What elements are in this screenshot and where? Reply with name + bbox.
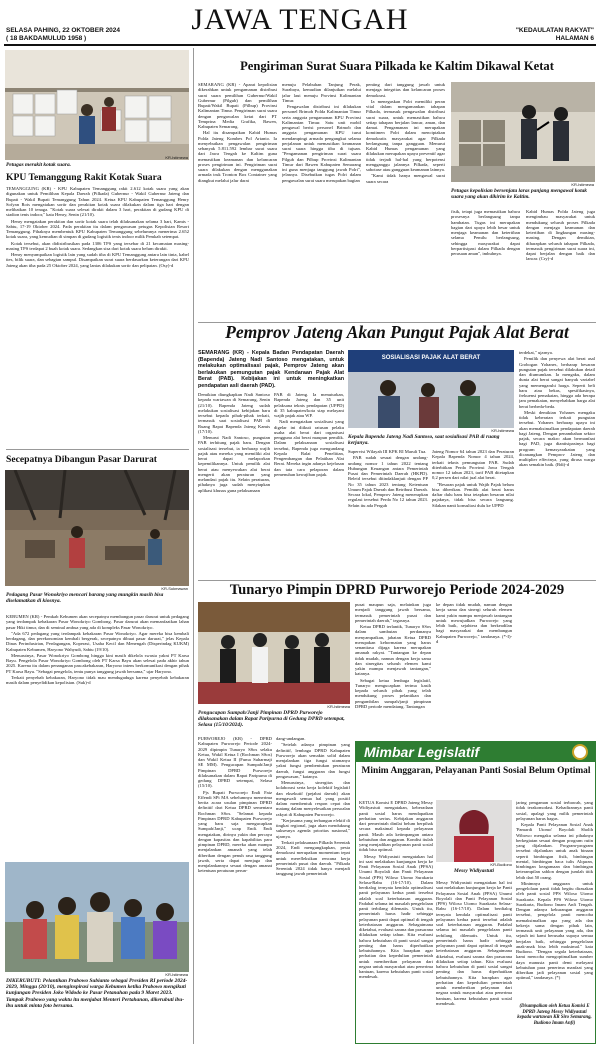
pasar-photo [5,470,189,586]
pajak-paragraph: Pemilik dan penyewa alat berat asal Grobogan Yohanes, berharap besaran pungutan pajak tersebut dilakukan detail dan diumumkan. Ia mengaku, dalam dunia alat berat sangat banyak variabel yang memengaruhi harga. Seperti beli baru atau bekas, spesifikasinya, frekuensi pemakaian, hingga ada berapa jam pemakaian, menyebabkan harga alat berat berbeda-beda. [519,356,595,409]
kaltim-photo [451,82,595,182]
pajak-paragraph: terdekat," ujarnya. [519,350,553,355]
date-line: SELASA PAHING, 22 OKTOBER 2024 [6,27,121,34]
kaltim-col-2 [282,82,361,318]
pajak-lead [198,350,344,390]
tunaryo-paragraph: PURWOREJO (KR) - DPRD Kabupaten Purworejo Periode 2024-2029 dipimpin Tunaryo SSos selaku Ketua, Wakil Ketua I (Rochman SSos) dan Wakil Ketua II (Fuma Suharmaji SE MM). Pengucapan Sumpah/Janji Pimpinan DPRD Purworejo dilaksanakan dalam Rapat Paripurna di gedung DPRD setempat, Selasa (15/10). [198,736,272,789]
kaltim-col-5 [526,209,595,319]
mimbar-paragraph: Minimnya anggaran untuk pengelolaan panti tidak begitu dirasakan oleh panti sosial PPS Wiloso Utomo Surakarta. Kepala PPS Wiloso Utomo Surakarta, Budiono Imam Anfi Tengah. Dengan adanya kekurangan anggaran tersebut, pengelola panti mencoba memaksimalkan apa yang ada dan bekerja sama dengan pihak lain, termasuk unit pelayanan yang ada, dan sejauh ini kami berusaha supaya semua berjalan baik, sehingga pengelolaan anak-anak bisa lebih maksimal." kata Budiono. "Dengan segala keterbatasan, kami mencoba mengoptimalkan sumber daya manusia panti demi melayani kebutuhan para penerima manfaat yang diberikan jadi pelayanan sosial yang optimal," tandasnya. (*) [516,880,593,981]
tunaryo-paragraph: "Setelah adanya pimpinan yang definitif, lembaga DPRD Kabupaten Purworejo akan semakin solid dalam menjalankan tiga fungsi utamanya yakni fungsi pembentukan peraturan daerah, fungsi anggaran dan fungsi pengawasan," katanya. [276,742,350,779]
tunaryo-paragraph: dang-undangan. [276,736,306,741]
page-number: HALAMAN 6 [555,35,594,42]
mimbar-paragraph: KETUA Komisi E DPRD Jateng Messy Widiyastuti mengatakan, keberadaan panti sosial harus mendapatkan perhatian serius. Kebijakan anggaran dari pemerintah dinilai belum berpihak secara maksimal kepada pelayanan panti. Masih ada ketimpangan antara kebutuhan dan anggaran. Kondisi itulah yang menjadikan pelayanan panti sosial tidak bisa optimal. [359,800,433,853]
pajak-col-4 [432,449,514,578]
kaltim-paragraph: menuju Pelabuhan Tanjung Perak, Surabaya, kemudian dilanjutkan melalui jalur laut menuju Provinsi Kalimantan Timur. [282,82,361,103]
prabowo-photo [5,862,189,972]
pajak-col-2 [274,392,344,578]
prabowo-photo-credit: KR-Istimewa [165,972,188,977]
kaltim-paragraph: SEMARANG (KR) - Aparat kepolisian dikerahkan untuk pengamanan distribusi surat suara pemilihan Gubernur/Wakil Gubernur (Pilgub) dan pemilihan Bupati/Wakil Bupati (Pilbup) Provinsi Kalimantan Timur. Pengiriman surat suara dengan pengawalan ketat dari PT Temprina Media Grafika, Bawen, Kabupaten Semarang. [198,82,277,129]
tunaryo-paragraph: Pjs Bupati Purworejo Endi Faiz Effendi SPi MA sebelumnya menerima berita acara usulan pimpinan DPRD definitif dari Ketua DPRD sementara Rochman SSos. "Selamat kepada Pimpinan DPRD Kabupaten Purworejo yang baru saja mengucapkan Sumpah/Janji," ucap Endi. Endi mengatakan, dirinya yakin dan percaya dengan kapasitas dan kapabilitas para pimpinan DPRD, mereka akan mampu menjalankan amanah yang telah diberikan dengan penuh rasa tanggung jawab, serta dapat menjaga dan menjalankannya sesuai dengan amanat ketentuan peraturan perun- [198,789,272,874]
pajak-paragraph: Demikian diungkapkan Nadi Santoso kepada wartawan di Semarang, Senin (21/10). Bapenda Jateng sudah melakukan sosialisasi kebijakan baru tersebut kepada pihak-pihak terkait, termasuk saat sosialisasi PAB di Ruang Rapat Bapenda Jateng Kamis (17/10). [198,392,270,434]
pasar-paragraph: Terkait penyebab kebakaran, Haryono tidak mau mendugaduga karena penyebab kebakaran masih dalam penyelidikan kepolisian. (Suk)-d [6,674,189,685]
pajak-paragraph: Menurut Nadi Santoso, pungutan PAB terhitung pajak baru. Dengan sosialisasi tersebut, ia berharap wajib pajak atau mereka yang memiliki alat berat dapat melaporkan kepemilikannya. Untuk pemilik alat berat atau menyewakan alat berat mengerti akan peraturan yang melandasi pajak itu. Selain peraturan, pihaknya juga sudah menyiapkan aplikasi khusus guna pelaksanaan [198,435,270,493]
kpu-photo-caption: Petugas merakit kotak suara. [6,162,71,168]
mimbar-paragraph: jaring pengaman sosial terbawah, yang tidak terakomodasi. Kehadirannya panti sosial, apalagi yang milik pemerintah pelayanan harus bagus. [516,800,593,821]
pajak-col-1 [198,392,270,578]
mimbar-col-middle [436,880,512,1040]
mimbar-paragraph: Messy Widiyastuti mengatakan hal ini saat melakukan kunjungan kerja ke Panti Pelayanan Sosial Anak (PPSA) Unumi Boyolali dan Panti Pelayanan Sosial (PPS) Wiloso Utomo Surakarta Selasa-Rabu (16-17/10). Dalam berdialog ternyata kendala optimalisasi panti pelayanan kedua panti tersebut adalah soal keterbatasan anggaran. Padahal selama ini masalah pengelolaan panti terbilang dilematis. Untuk itu, pemerintah harus hadir sehingga pelayanan panti dapat optimal di tengah keterbatasan anggaran. Sebagaimana diketahui, evaluasi sarana dan prasarana dilakukan setiap tahun. Kita evaluasi bahwa kebutuhan di panti sosial sangat penting dan harus diperhatikan kebutuhannya. Kita harapkan agar perhatian dan kepedulian pemerintah untuk memberikan pelayanan dari negara untuk masyarakat atau penerima bantuan, karena kebutuhan panti sosial mendesak. [359,853,433,980]
pasar-paragraph: Menurutnya, Pasar Wonokriyo Gombong hingga kini masih dikelola swasta yakni PT Karsa Bayu. Pengelola Pasar Wonokriyo Gombong oleh PT Karsa Bayu akan selesai pada akhir tahun 2025. Karena itu dalam penanganan pascakebakaran, Haryono intens berkomunikasi dengan pihak PT Karsa Bayu. "Sebagai pengelola, tentu punya tanggung jawab bersama," ujar Haryono. [6,652,189,674]
mimbar-paragraph: Kepala Panti Pelayanan Sosial Anak 'Pamardi Utomo' Boyolali Sholih Wibowo mengaku selama ini pihaknya berkegiatan sesuai dengan program rutin yang dijalankan. Program-program tersebut dijalankan untuk anak binaan seperti bimbingan fisik, bimbingan mental, bimbingan baca tulis Alquran, bimbingan keagamaan dan bimbingan keterampilan sablon dengan jumlah titik lebih dari 50 orang. [516,822,593,880]
pajak-col-5 [519,350,595,578]
paper-title: JAWA TENGAH [191,3,409,36]
javanese-date-line: ( 18 BAKDAMULUD 1958 ) [6,35,87,42]
tagline-block [516,27,594,43]
pajak-paragraph: PAB di Jateng. Ia menuturkan, Bapenda Jateng dan 35 unit pelaksana teknis pendapatan (UPPD) di 35 kabupaten/kota siap melayani wajib pajak atau WP. [274,392,344,418]
kpu-article [6,186,189,446]
tunaryo-paragraph: pusat maupun saja, melainkan juga menjadi tanggung jawab bersama, termasuk pemerintah pusat dan pemerintah daerah," tegasnya. [355,602,431,623]
kaltim-paragraph: Kabid Humas Polda Jateng juga mengimbau masyarakat untuk mendukung seluruh proses Pilkada dengan menjaga keamanan dan ketertiban di lingkungan masing-masing. Dengan demikian, diharapkan seluruh tahapan Pilkada, termasuk pengiriman surat suara ini, dapat berjalan dengan baik dan lancar. (Cry)-d [526,209,595,262]
kpu-paragraph: Kotak tersebut, akan didistribusikan pada 1306 TPS yang tersebar di 21 kecamatan masing-masing TPS terdapat 2 buah kotak suara. Sedangkan sisa dari kotak suara belum dirakit. [6,240,189,251]
pajak-paragraph: PAB sudah sesuai dengan undang-undang nomor 1 tahun 2022 tentang Hubungan Keuangan antara Pemerintah Pusat dan Pemerintah Daerah (HKPD). Beleid tersebut ditindaklanjuti dengan PP No 35 tahun 2023 tentang Ketentuan Umum Pajak Daerah dan Retribusi Daerah. Secara lokal, Pemprov Jateng menerapkan regulasi tersebut Perda No 12 tahun 2023. Selain itu ada Pergub [348,455,428,508]
tunaryo-paragraph: Sebagai ketua lembaga legislatif, Tunaryo mengucapkan terima kasih kepada seluruh pihak yang telah mendukung proses pelantikan dan pengambilan sumpah/janji pimpinan DPRD periode mendatang. Tantangan [355,677,431,709]
kpu-paragraph: TEMANGGUNG (KR) - KPU Kabupaten Temanggung rakit 2.612 kotak suara yang akan digunakan untuk Pemilihan Kepala Daerah (Pilkada) Gubernur - Wakil Gubernur Jateng dan Bupati - Wakil Bupati Temanggung Tahun 2024. Ketua KPU Kabupaten Temanggung Henry Sofyan Rois mengatakan sortir dan perakitan kotak suara dilakukan dalam tiga hari dengan melibatkan 10 tenaga. "Kotak suara selesai dirakit dalam 3 hari, perakitan di gudang KPU di stadion tenis indoor," kata Henry, Senin (21/10). [6,186,189,218]
kaltim-paragraph: "Kami tidak hanya mengawal surat suara secara [366,173,445,184]
kpu-photo-credit: KR-Istimewa [165,155,188,160]
tunaryo-col-4 [436,602,512,738]
seal-icon [572,744,588,760]
tunaryo-headline: Tunaryo Pimpin DPRD Purworejo Periode 2024-2029 [229,582,565,598]
kaltim-paragraph: Hal itu disampaikan Kabid Humas Polda Jateng Kombes Pol Artanto. Ia menyebutkan pengawalan pengiriman sebanyak 5.811.592 lembar surat suara dari Jawa Tengah ke Kaltim guna memastikan keamanan dan kelancaran proses pengiriman ini. Pengiriman surat suara dilakukan dengan menggunakan armada truk Tronton Box Container yang diangkut melalui jalur darat [198,130,277,183]
pajak-photo-credit: KR-Istimewa [491,428,514,433]
kaltim-photo-credit: KR-Istimewa [571,182,594,187]
kpu-paragraph: Henry mengatakan perakitan dan sortir kotak suara telah dilaksanakan selama 3 hari, Kamis - Sabtu, 17-19 Oktober 2024. Pada perakitan itu dalam pengawasan petugas Kepolisian Resort Temanggung. Pihaknya membentuk KPU Kabupaten Temanggung sebelumnya menerima 2.652 kotak suara, yang kemudian di simpan di gudang logistik tenis indoor milik Pemkab setempat. [6,218,189,240]
kaltim-paragraph: penting dari tanggung jawab untuk menjaga integritas dan kelancaran proses demokrasi. [366,82,445,98]
pajak-paragraph: Meski demikian Yohanes mengaku tidak keberatan terkait pungutan tersebut. Yohanes berharap upaya ini akan memaksimalkan pendapatan daerah bagi Jateng. Dengan penambahan sektor pajak, secara makro akan bermanfaat bagi PAD, juga diantisipasinya bagi program kemasyarakatan yang dicanangkan Pemprov Jateng dan multiplier effectnya, yang dirasa warga akan semakin baik. (Bdi)-d [519,409,595,468]
mimbar-banner-text: Mimbar Legislatif [364,744,480,760]
pasar-photo-caption: Pedagang Pasar Wonokriyo mencari barang yang mungkin masih bisa diselamatkan di kiosnya. [6,592,164,605]
mimbar-headline: Minim Anggaran, Pelayanan Panti Sosial Belum Optimal [361,766,591,776]
pajak-headline: Pemprov Jateng Akan Pungut Pajak Alat Berat [225,322,569,342]
messy-photo [436,800,512,862]
tunaryo-col-3 [355,602,431,738]
tunaryo-photo-credit: KR-Istimewa [327,704,350,709]
tunaryo-col-2 [276,736,350,1044]
tagline: "KEDAULATAN RAKYAT" [515,27,594,34]
date-block [6,27,120,43]
prabowo-photo-caption: DIKERUBUTI: Pelantikan Prabowo Subianto sebagai Presiden RI periode 2024-2029, Minggu (20/10), menginspirasi warga Kebumen ketika Prabowo mengikuti kunjungan Presiden Joko Widodo ke Pasar Petanahan pada 9 Maret 2023. Tampak Prabowo yang waktu itu menjabat Menteri Pertahanan, dikerubuti ibu-ibu untuk minta foto bersama. [6,978,188,1009]
kaltim-paragraph: fisik, tetapi juga memastikan bahwa prosesnya berlangsung tanpa hambatan. Tugas ini merupakan bagian dari upaya lebih besar untuk menjaga keamanan dan ketertiban selama Pemilu berlangsung, sehingga masyarakat dapat berpartisipasi dalam Pilkada dengan perasaan aman", imbuhnya. [451,209,520,256]
kaltim-col-3 [366,82,445,318]
mimbar-col-2 [516,800,593,1000]
pajak-photo-caption: Kepala Bapenda Jateng Nadi Santoso, saat sosialisasi PAB di ruang kerjanya. [348,434,500,447]
messy-photo-caption: Messy Widiyastuti [454,868,494,874]
pajak-photo [348,350,514,428]
tunaryo-paragraph: ke depan tidak mudah, namun dengan kerja sama dan sinergi seluruh elemen kami yakin mampu menjawab tantangan untuk mewujudkan Purworejo yang lebih baik, sejahtera dan berkeadilan bagi masyarakat dan membangun Kabupaten Purworejo," tandasnya. (*-I)-d [436,602,512,644]
pajak-paragraph: Jateng Nomor 64 tahun 2023 dan Peraturan Kepala Bapenda Nomor 4 tahun 2024, terkait teknis pemungutan PAB. Sudah diterbitkan Perda Provinsi Jawa Tengah nomor 12 tahun 2023, tarif PAB ditetapkan 0,2 persen dari nilai jual alat berat. [432,449,514,481]
kaltim-col-4 [451,209,520,319]
kaltim-headline: Pengiriman Surat Suara Pilkada ke Kaltim Dikawal Ketat [240,59,554,73]
pasar-photo-credit: KR-Sukmawan [161,586,188,591]
pajak-paragraph: Supervisi Wilayah III KPK RI Maruli Tua. [348,449,427,454]
tunaryo-paragraph: Terkait pelaksanaan Pilkada Serentak 2024, Endi mengungkapkan, pesta demokrasi merupakan momentum tepat untuk merefleksikan rencana kerja pemerintah pusat dan daerah. "Pilkada Serentak 2024 tidak hanya menjadi tanggung jawab pemerintah [276,839,350,877]
kpu-paragraph: Henry menyampaikan logistik lain yang sudah tiba di KPU Temanggung antara lain tinta, kabel ties, bilik suara, dan sebagian sampul. Disampaikan surat suara berdasarkan keterangan dari KPU Jateng akan tiba pada 25 Oktober 2024, yang lantas dilakukan sortir dan pelipatan. (Osy)-d [6,252,189,268]
tunaryo-photo [198,602,350,704]
masthead [0,0,600,44]
mimbar-banner [356,742,595,762]
masthead-rule [4,44,596,46]
tunaryo-paragraph: "Kerjasama yang terbangun efektif di tingkat regional, juga akan mendukung suksesnya agenda prioritas nasional," ujarnya. [276,817,350,839]
pajak-lead-text: SEMARANG (KR) - Kepala Badan Pendapatan Daerah (Bapenda) Jateng Nadi Santoso mengatakan, untuk melakukan optimalisasi pajak, Pemprov Jateng akan berlakukan pemungutan pajak Kendaraan Pajak Alat Berat (PAB). Kebijakan ini untuk meningkatkan pendapatan asli daerah (PAD). [198,350,344,389]
kaltim-photo-caption: Petugas kepolisian bersenjata laras panjang mengawal kotak suara yang akan dikirim ke Kaltim. [451,188,587,201]
mimbar-closing: (Disampaikan oleh Ketua Komisi E DPRD Jateng Messy Widiyastuti kepada wartawan KR Siro Semarang, Budiono Imam Anfi) [517,1004,592,1026]
pasar-paragraph: "Ada 672 pedagang yang terdampak kebakaran Pasar Wonokriyo. Agar mereka bisa kembali berdagang, dan perekonomian kembali bergerak, secepatnya dibuat pasar darurat," jelas Kepala Dinas Perindustrian, Perdagangan, Koperasi, Usaha Kecil dan Menengah (Disperindag KUKM) Kabupaten Kebumen, Haryono Wahyudi, Sabtu (19/10). [6,630,189,652]
pajak-paragraph: "Besaran pajak untuk Wajib Pajak belum bisa diberikan. Pemilik alat berat harus daftar dulu baru bisa tetapkan besaran nilai pajaknya, tidak bisa secara langsung. Silakan nanti konsultasi dulu ke UPPD [432,481,514,508]
mimbar-paragraph: Messy Widiyastuti mengatakan hal ini saat melakukan kunjungan kerja ke Panti Pelayanan Sosial Anak (PPSA) Unumi Boyolali dan Panti Pelayanan Sosial (PPS) Wiloso Utomo Surakarta Selasa-Rabu (16-17/10). Dalam berdialog ternyata kendala optimalisasi panti pelayanan kedua panti tersebut adalah soal keterbatasan anggaran. Padahal selama ini masalah pengelolaan panti terbilang dilematis. Untuk itu, pemerintah harus hadir sehingga pelayanan panti dapat optimal di tengah keterbatasan anggaran. Sebagaimana diketahui, evaluasi sarana dan prasarana dilakukan setiap tahun. Kita evaluasi bahwa kebutuhan di panti sosial sangat penting dan harus diperhatikan kebutuhannya. Kita harapkan agar perhatian dan kepedulian pemerintah untuk memberikan pelayanan dari negara untuk masyarakat atau penerima bantuan, karena kebutuhan panti sosial mendesak. [436,880,512,1006]
kpu-headline: KPU Temanggung Rakit Kotak Suara [6,172,162,183]
pasar-article [6,614,189,858]
pajak-col-3 [348,449,428,578]
divider [198,580,596,581]
tunaryo-photo-caption: Pengucapan Sumpah/Janji Pimpinan DPRD Purworejo dilaksanakan dalam Rapat Paripurna di Gedung DPRD setempat, Selasa (15/10/2024). [198,710,345,729]
tunaryo-paragraph: Menurutnya, sinergitas dan kolaborasi serta kerja kolektif legislatif dan eksekutif (pejabat daerah) akan mengawali semua hal yang positif dalam membentuk respon cepat dan matang dalam menyelesaikan persoalan rakyat di Kabupaten Purworejo. [276,780,350,817]
kaltim-col-1 [198,82,277,318]
divider [6,449,189,450]
tunaryo-paragraph: Ketua DPRD terlantik, Tunaryo SSos dalam sambutan perdananya menyampaikan, jabatan Ketua DPRD merupakan kehormatan yang harus senantiasa dijaga karena merupakan amanah rakyat. "Tantangan ke depan tidak mudah, namun dengan kerja sama dan sinergitas seluruh elemen kami yakin mampu menjawab tantangan," katanya. [355,624,431,677]
mimbar-col-1 [359,800,433,1040]
kaltim-paragraph: Ia menegaskan Polri memiliki peran vital dalam mengamankan tahapan Pilkada, termasuk pengawalan distribusi surat suara, untuk memastikan bahwa setiap tahapan berjalan lancar, aman, dan damai. Pengamanan ini merupakan komitmen Polri dalam menciptakan demokratis masyarakat agar Pilkada berlangsung tanpa gangguan. Menurut Kabid Humas pengamanan yang dilakukan merupakan upaya preventif agar tidak terjadi hal-hal yang berpotensi mengganggu jalannya Pilkada, seperti sabotase atau gangguan keamanan lainnya. [366,98,445,172]
messy-photo-credit: KR-Budiono [490,862,512,867]
kaltim-paragraph: Pengawalan distribusi ini dilakukan personel Brimob Polda Kalimantan Timur serta anggota pengamanan KPU Provinsi Kalimantan Timur. Satu unit mobil pengawal berisi personel Brimob dan anggota pengamanan KPU turut mendampingi armada pengangkut selama perjalanan untuk memastikan keamanan surat suara hingga tiba di tujuan. "Pengamanan pengiriman surat suara Pilgub dan Pilbup Provinsi Kalimantan Timur dari Bawen Kabupaten Semarang ini guna menjaga tanggung jawab Polri", jelasnya. Disebutkan tugas Polri dalam pengawalan surat suara merupakan bagian [282,104,361,183]
pajak-photo-banner: SOSIALISASI PAJAK ALAT BERAT [381,355,481,361]
left-column-divider [193,48,194,1044]
pasar-paragraph: KEBUMEN (KR) - Pemkab Kebumen akan secepatnya membangun pasar darurat untuk pedagang yang terdampak kebakaran Pasar Wonokriyo Gombong. Pasar darurat akan memanfaatkan lahan pasar Hiki timur, dan di seminal ambua yang ada di kompleks Pasar Wonokriyo. [6,614,189,630]
kpu-photo [5,50,189,160]
pasar-headline: Secepatnya Dibangun Pasar Darurat [6,454,157,465]
pajak-paragraph: Nadi mengatakan sosialisasi yang digelar ini diikuti ratusan pelaku usaha alat berat dari organisasi pengguna alat berat maupun pemilik. Dalam pelaksanaan sosialisasi tersebut, Bapenda juga mengundang Kepala Balai Penelitian, Pengembangan dan Pelatihan Alat Berat. Mereka ingin adanya kejelasan dan tata cara pelaporan dalam pemenuhan kewajiban pajak. [274,419,344,477]
tunaryo-col-1 [198,736,272,1044]
